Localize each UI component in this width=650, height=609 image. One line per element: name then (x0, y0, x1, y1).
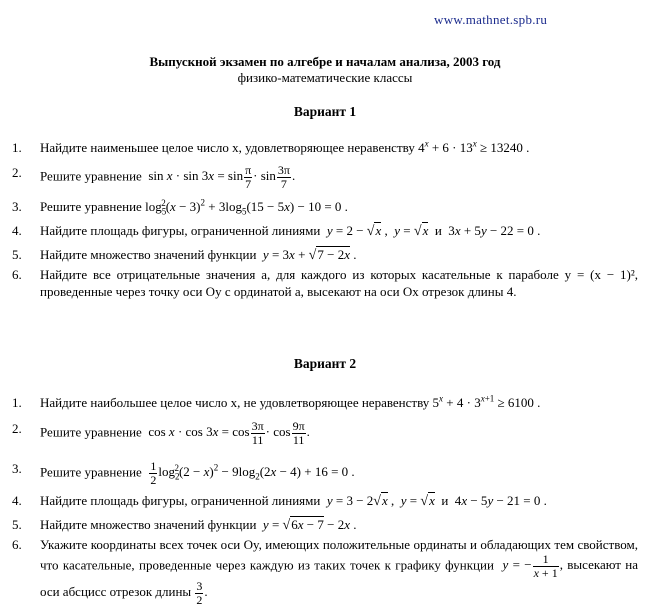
problem-tail: , высекают на оси абсцисс отрезок длины $\frac{3}{2}$ . (40, 557, 638, 607)
problem-math: $4^x + 6 \cdot 13^x \ge 13240$ . (418, 138, 530, 155)
problem-text: Найдите площадь фигуры, ограниченной линиями (40, 493, 321, 508)
problem-number: 2. (12, 421, 22, 436)
problem-math: y = − $\frac{1}{x + 1}$ (502, 552, 558, 580)
problem-math: cos x · cos 3x = cos $\frac{3\pi}{11}$ · cos $\frac{9\pi}{11}$ . (145, 419, 310, 447)
problem-number: 6. (12, 267, 22, 282)
problem-math: y = 3x + √7 − 2x . (262, 247, 357, 263)
problem-number: 3. (12, 461, 22, 476)
exam-title: Выпускной экзамен по алгебре и началам анализа, 2003 год (149, 54, 501, 69)
problem-number: 2. (12, 165, 22, 180)
problem-text: Найдите наибольшее целое число x, не удовлетворяющее неравенству (40, 395, 430, 410)
site-url[interactable]: www.mathnet.spb.ru (434, 12, 548, 27)
problem-number: 5. (12, 517, 22, 532)
problem-number: 3. (12, 199, 22, 214)
problem-text: Укажите координаты всех точек оси Oy, имеющих положительные ординаты и обладающих тем свойством, что касательные, проведенные через каждую из таких точек к графику функции (40, 537, 638, 573)
problem-text: Найдите площадь фигуры, ограниченной линиями (40, 223, 321, 238)
variant-1-heading: Вариант 1 (293, 104, 357, 119)
problem-math: $\log_5^2(x - 3)^2 + 3\log_5(15 - 5x) - 10 = 0$ . (145, 197, 348, 217)
problem-math: $5^x + 4 \cdot 3^{x+1} \ge 6100$ . (432, 393, 541, 410)
problem-text: Решите уравнение (40, 199, 142, 214)
problem-number: 5. (12, 247, 22, 262)
problem-text: Найдите множество значений функции (40, 517, 257, 532)
problem-number: 4. (12, 493, 22, 508)
problem-math: y = √6x − 7 − 2x . (262, 517, 357, 533)
exam-subtitle: физико-математические классы (237, 70, 413, 85)
problem-math: y = 2 − √x , y = √x и 3x + 5y − 22 = 0 . (326, 223, 541, 239)
problem-number: 4. (12, 223, 22, 238)
problem-math: y = 3 − 2√x , y = √x и 4x − 5y − 21 = 0 . (326, 493, 547, 509)
variant-2-heading: Вариант 2 (293, 356, 357, 371)
problem-number: 1. (12, 140, 22, 155)
problem-text: Решите уравнение (40, 168, 142, 184)
problem-text: Найдите множество значений функции (40, 247, 257, 262)
problem-number: 6. (12, 537, 22, 552)
problem-number: 1. (12, 395, 22, 410)
problem-text: Найдите наименьшее целое число x, удовлетворяющее неравенству (40, 140, 415, 155)
problem-math: sin x · sin 3x = sin $\frac{\pi}{7}$ · sin $\frac{3\pi}{7}$ . (145, 163, 296, 191)
problem-text: Найдите все отрицательные значения a, для каждого из которых касательные к параболе y = (x − 1)², проведенные через точку оси Oy с ординатой a, высекают на оси Ox отрезок длины 4. (40, 267, 638, 299)
problem-text: Решите уравнение (40, 424, 142, 440)
problem-math: $\frac{1}{2}$ $\log_2^2(2 - x)^2 - 9\log_2(2x - 4) + 16 = 0$ . (150, 459, 355, 487)
problem-text: Решите уравнение (40, 464, 142, 480)
